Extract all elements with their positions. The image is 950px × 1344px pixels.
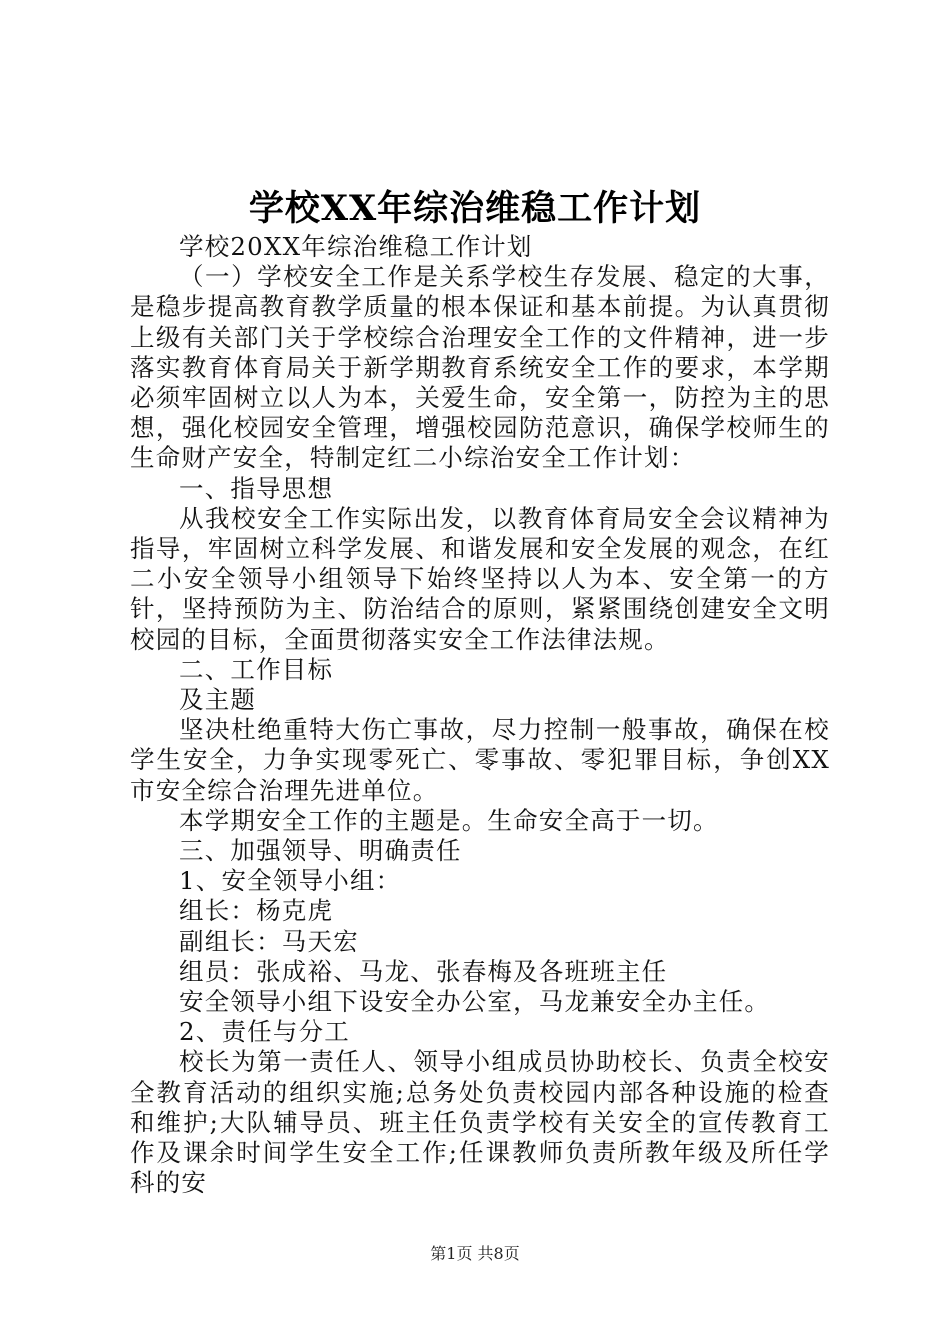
paragraph: 组员：张成裕、马龙、张春梅及各班班主任 xyxy=(179,956,668,986)
paragraph: 安全领导小组下设安全办公室，马龙兼安全办主任。 xyxy=(179,987,771,1017)
paragraph: 从我校安全工作实际出发，以教育体育局安全会议精神为指导，牢固树立科学发展、和谐发展和安全发展的观念，在红二小安全领导小组领导下始终坚持以人为本、安全第一的方针，坚持预防为主、防治结合的原则，紧紧围绕创建安全文明校园的目标，全面贯彻落实安全工作法律法规。 xyxy=(130,503,830,654)
section-heading: 二、工作目标 xyxy=(179,654,334,684)
paragraph: 坚决杜绝重特大伤亡事故，尽力控制一般事故，确保在校学生安全，力争实现零死亡、零事故、零犯罪目标，争创XX市安全综合治理先进单位。 xyxy=(130,715,830,805)
section-heading: 一、指导思想 xyxy=(179,473,334,503)
document-title: 学校XX年综治维稳工作计划 xyxy=(248,188,702,229)
paragraph: 2、责任与分工 xyxy=(179,1017,350,1047)
paragraph: （一）学校安全工作是关系学校生存发展、稳定的大事，是稳步提高教育教学质量的根本保证和基本前提。为认真贯彻上级有关部门关于学校综合治理安全工作的文件精神，进一步落实教育体育局关于新学期教育系统安全工作的要求，本学期必须牢固树立以人为本，关爱生命，安全第一，防控为主的思想，强化校园安全管理，增强校园防范意识，确保学校师生的生命财产安全，特制定红二小综治安全工作计划： xyxy=(130,262,830,473)
paragraph: 副组长：马天宏 xyxy=(179,926,359,956)
paragraph: 校长为第一责任人、领导小组成员协助校长、负责全校安全教育活动的组织实施;总务处负责校园内部各种设施的检查和维护;大队辅导员、班主任负责学校有关安全的宣传教育工作及课余时间学生安全工作;任课教师负责所教年级及所任学科的安 xyxy=(130,1047,830,1198)
section-heading: 三、加强领导、明确责任 xyxy=(179,836,462,866)
page-number-footer: 第1页 共8页 xyxy=(430,1244,520,1263)
paragraph: 及主题 xyxy=(179,685,257,715)
paragraph: 学校20XX年综治维稳工作计划 xyxy=(179,232,533,261)
paragraph: 组长：杨克虎 xyxy=(179,896,334,926)
document-body xyxy=(130,232,830,1199)
paragraph: 1、安全领导小组： xyxy=(179,866,402,896)
paragraph: 本学期安全工作的主题是。生命安全高于一切。 xyxy=(179,805,719,835)
